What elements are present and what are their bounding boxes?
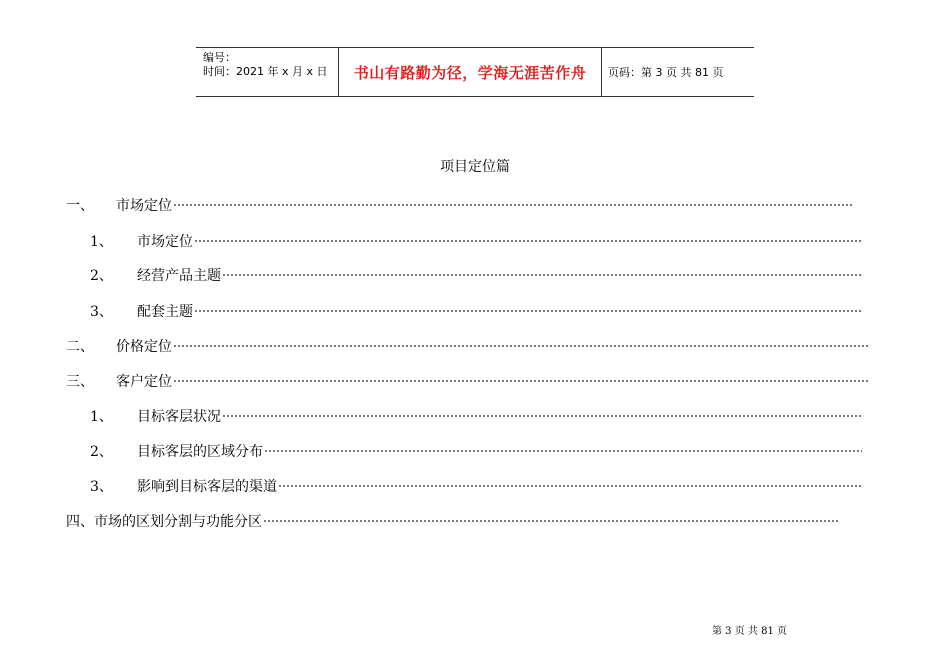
toc-entry-text: 市场的区划分割与功能分区 (94, 514, 262, 530)
toc-entry-price-positioning[interactable] (66, 333, 870, 355)
toc-leader-dots (173, 192, 854, 210)
toc-entry-text: 市场定位 (116, 198, 172, 214)
toc-leader-dots (264, 438, 862, 456)
toc-entry-target-channels[interactable] (90, 473, 862, 495)
header-meta-cell (196, 48, 338, 96)
toc-leader-dots (194, 228, 862, 246)
toc-entry-text: 市场定位 (137, 234, 193, 250)
toc-leader-dots (278, 473, 862, 491)
header-motto-cell (338, 48, 602, 96)
toc-entry-number: 二、 (66, 339, 94, 355)
toc-entry-number: 2、 (90, 268, 113, 284)
toc-leader-dots (173, 368, 870, 386)
toc-entry-text: 经营产品主题 (137, 268, 221, 284)
header-page-cell (602, 48, 754, 96)
toc-entry-text: 价格定位 (116, 339, 172, 355)
toc-entry-text: 目标客层状况 (137, 409, 221, 425)
toc-entry-text: 目标客层的区域分布 (137, 444, 263, 460)
toc-entry-number: 四、 (66, 514, 94, 530)
header-table (196, 47, 754, 97)
toc-entry-text: 配套主题 (137, 304, 193, 320)
toc-entry-target-distribution[interactable] (90, 438, 862, 460)
document-number-label: 编号： (203, 51, 236, 64)
toc-leader-dots (222, 403, 862, 421)
toc-entry-number: 1、 (90, 234, 113, 250)
toc-leader-dots (222, 262, 862, 280)
toc-entry-number: 三、 (66, 374, 94, 390)
header-motto: 书山有路勤为径，学海无涯苦作舟 (353, 63, 587, 82)
toc-entry-number: 1、 (90, 409, 113, 425)
toc-entry-number: 2、 (90, 444, 113, 460)
toc-entry-number: 一、 (66, 198, 94, 214)
toc-entry-customer-positioning[interactable] (66, 368, 870, 390)
toc-entry-text: 影响到目标客层的渠道 (137, 479, 277, 495)
toc-entry-market-zoning[interactable] (66, 508, 840, 530)
toc-leader-dots (263, 508, 840, 526)
header-page-label: 页码：第 3 页 共 81 页 (608, 66, 724, 79)
toc-entry-market-positioning[interactable] (66, 192, 854, 214)
toc-entry-product-theme[interactable] (90, 262, 862, 284)
footer-page-number: 第 3 页 共 81 页 (712, 626, 787, 637)
toc-entry-market-positioning-sub[interactable] (90, 228, 862, 250)
toc-entry-number: 3、 (90, 304, 113, 320)
toc-entry-target-status[interactable] (90, 403, 862, 425)
toc-entry-number: 3、 (90, 479, 113, 495)
toc-leader-dots (194, 298, 862, 316)
toc-entry-text: 客户定位 (116, 374, 172, 390)
toc-entry-supporting-theme[interactable] (90, 298, 862, 320)
document-time-label: 时间：2021 年 x 月 x 日 (203, 65, 328, 78)
document-title: 项目定位篇 (440, 159, 510, 175)
toc-leader-dots (173, 333, 870, 351)
